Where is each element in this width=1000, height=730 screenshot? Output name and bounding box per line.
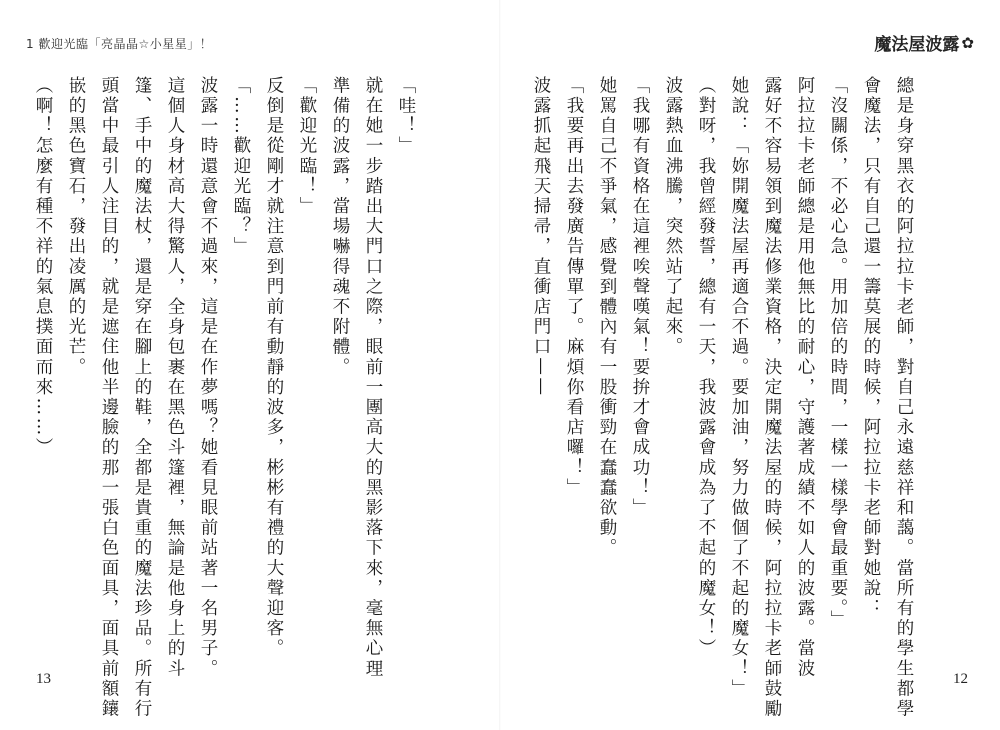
text-column: （啊！怎麼有種不祥的氣息撲面而來……） [33,76,53,458]
text-column: 嵌的黑色寶石，發出凌厲的光芒。 [66,76,86,378]
text-column: 總是身穿黑衣的阿拉拉卡老師，對自己永遠慈祥和藹。當所有的學生都學 [894,76,914,720]
text-column: 她說：「妳開魔法屋再適合不過。要加油，努力做個了不起的魔女！」 [729,76,749,700]
text-column: 「……歡迎光臨？」 [231,76,251,257]
text-column: 準備的波露，當場嚇得魂不附體。 [330,76,350,378]
page-number-right: 12 [953,671,968,687]
page-number-left: 13 [36,671,51,687]
text-column: 波露抓起飛天掃帚，直衝店門口—— [531,76,551,398]
right-page-text [531,76,920,720]
flower-star-icon: ✿ [961,33,974,52]
text-column: （對呀，我曾經發誓，總有一天，我波露會成為了不起的魔女！） [696,76,716,659]
text-column: 波露一時還意會不過來，這是在作夢嗎？她看見眼前站著一名男子。 [198,76,218,679]
text-column: 「沒關係，不必心急。用加倍的時間，一樣一樣學會最重要。」 [828,76,848,631]
text-column: 她罵自己不爭氣，感覺到體內有一股衝勁在蠢蠢欲動。 [597,76,617,559]
text-column: 就在她一步踏出大門口之際，眼前一團高大的黑影落下來，毫無心理 [363,76,383,679]
text-column: 「歡迎光臨！」 [297,76,317,217]
text-column: 反倒是從剛才就注意到門前有動靜的波多，彬彬有禮的大聲迎客。 [264,76,284,659]
text-column: 篷、手中的魔法杖，還是穿在腳上的鞋，全都是貴重的魔法珍品。所有行 [132,76,152,720]
text-column: 「我要再出去發廣告傳單了。麻煩你看店囉！」 [564,76,584,499]
page-gutter [499,0,501,730]
text-column: 波露熱血沸騰，突然站了起來。 [663,76,683,358]
text-column: 「哇！」 [396,76,416,157]
text-column: 露好不容易領到魔法修業資格，決定開魔法屋的時候，阿拉拉卡老師鼓勵 [762,76,782,720]
text-column: 「我哪有資格在這裡唉聲嘆氣！要拚才會成功！」 [630,76,650,519]
text-column: 頭當中最引人注目的，就是遮住他半邊臉的那一張白色面具，面具前額鑲 [99,76,119,720]
book-title-header [874,30,974,55]
text-column: 會魔法，只有自己還一籌莫展的時候，阿拉拉卡老師對她說： [861,76,881,619]
text-column: 這個人身材高大得驚人，全身包裹在黑色斗篷裡，無論是他身上的斗 [165,76,185,679]
text-column: 阿拉拉卡老師總是用他無比的耐心，守護著成績不如人的波露。當波 [795,76,815,679]
book-title: 魔法屋波露 [874,35,960,55]
chapter-header: 1 歡迎光臨「亮晶晶☆小星星」！ [26,37,213,51]
